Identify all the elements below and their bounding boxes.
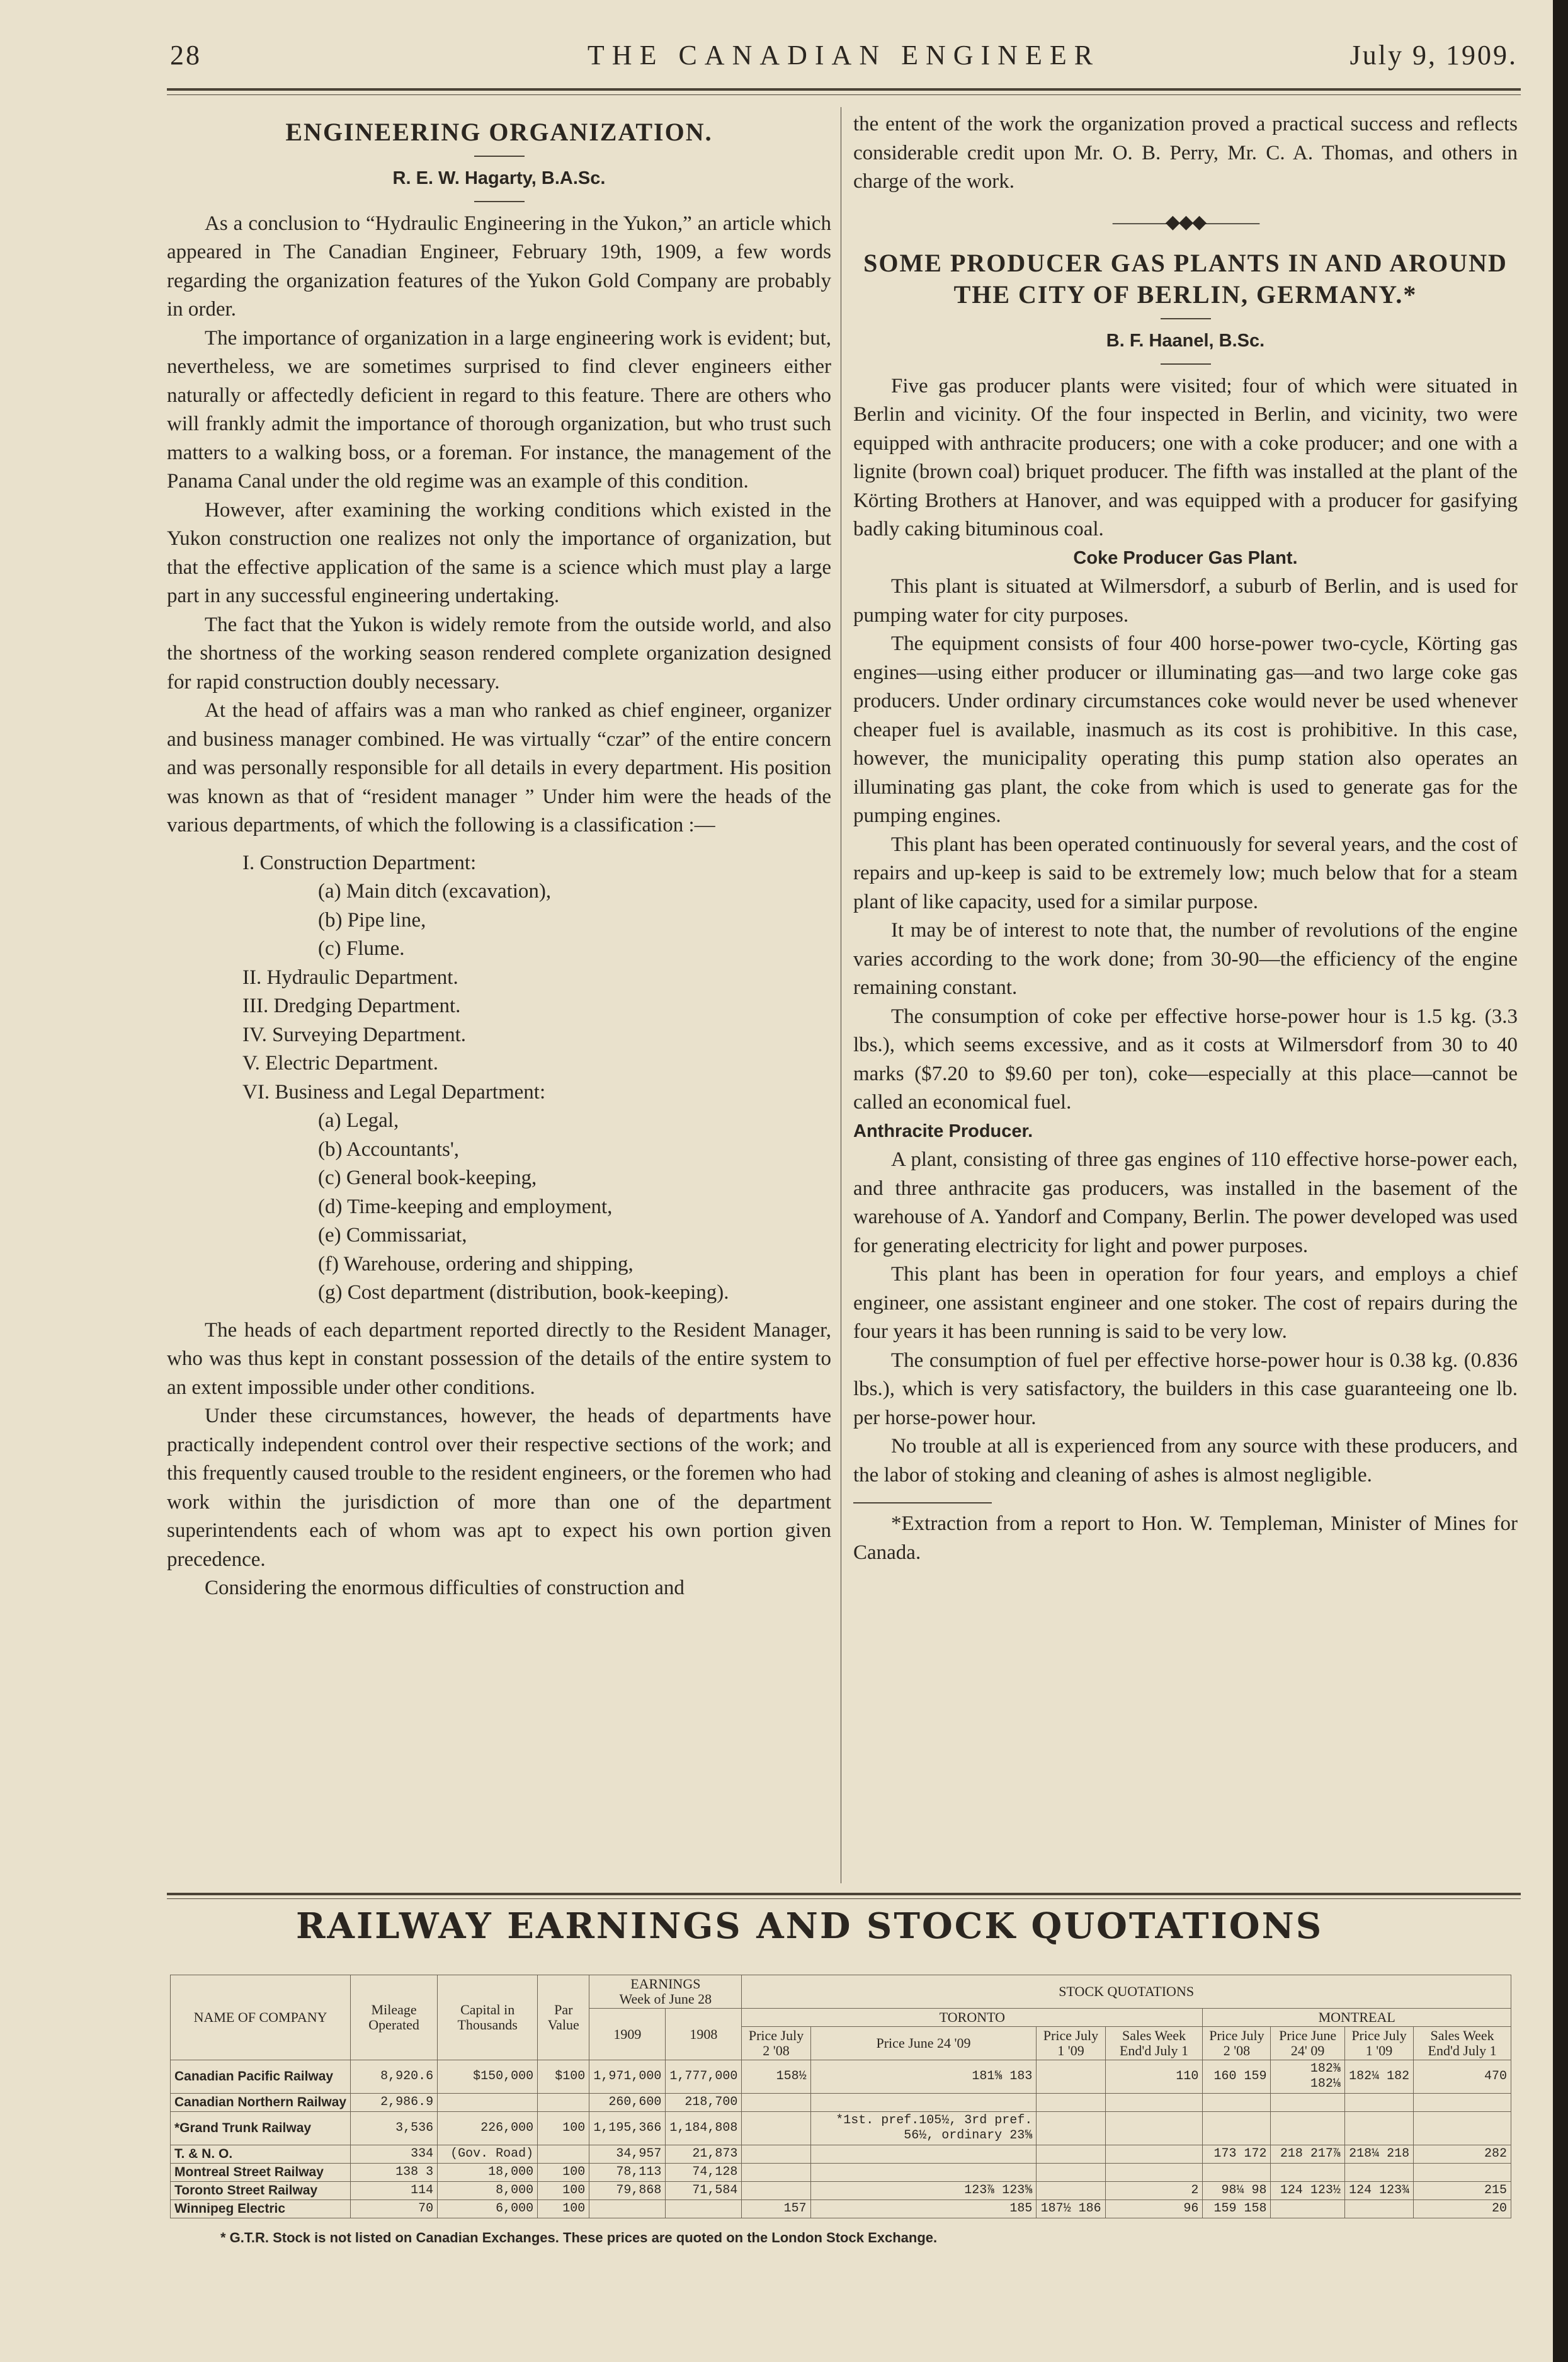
paragraph: At the head of affairs was a man who ranked as chief engineer, organizer and business manager combined. He was virtually “czar” of the entire concern and was personally responsible for all details in every department. His position was known as that of “resident manager ” Under him were the heads of the various departments, of which the following is a classification :— (167, 699, 831, 836)
table-cell (1105, 2145, 1203, 2164)
table-cell: 185 (810, 2200, 1037, 2218)
department-item: (c) General book-keeping, (318, 1167, 537, 1189)
author-rule (1161, 363, 1211, 365)
table-cell: 187½ 186 (1037, 2200, 1105, 2218)
table-cell: 218¼ 218 (1344, 2145, 1413, 2164)
table-cell: 2 (1105, 2182, 1203, 2200)
table-cell (1105, 2094, 1203, 2112)
column-header-toronto-sales: Sales Week End'd July 1 (1105, 2027, 1203, 2060)
right-column (853, 110, 1518, 1567)
paragraph: This plant has been in operation for four years, and employs a chief engineer, one assistant engineer and one stoker. The cost of repairs during the four years it has been running is said to be very low. (853, 1263, 1518, 1343)
table-cell (1414, 2164, 1511, 2182)
table-cell: 8,000 (438, 2182, 538, 2200)
table-cell (1271, 2112, 1344, 2145)
company-name-cell: Canadian Pacific Railway (171, 2060, 351, 2094)
table-cell: 282 (1414, 2145, 1511, 2164)
table-cell: 8,920.6 (351, 2060, 438, 2094)
table-cell: 215 (1414, 2182, 1511, 2200)
table-cell: 34,957 (589, 2145, 666, 2164)
table-cell (1344, 2094, 1413, 2112)
table-cell: 78,113 (589, 2164, 666, 2182)
table-cell: 260,600 (589, 2094, 666, 2112)
header-rule-thick (167, 88, 1521, 91)
company-name-cell: Winnipeg Electric (171, 2200, 351, 2218)
table-cell: 160 159 (1203, 2060, 1271, 2094)
table-title: RAILWAY EARNINGS AND STOCK QUOTATIONS (296, 1905, 1324, 1947)
table-cell (742, 2094, 810, 2112)
author-haanel: B. F. Haanel, B.Sc. (1106, 331, 1265, 351)
table-cell: 110 (1105, 2060, 1203, 2094)
table-cell: 334 (351, 2145, 438, 2164)
column-header-montreal-sales: Sales Week End'd July 1 (1414, 2027, 1511, 2060)
department-item: (d) Time-keeping and employment, (318, 1195, 613, 1218)
column-header-toronto-price-june: Price June 24 '09 (810, 2027, 1037, 2060)
table-cell (742, 2164, 810, 2182)
department-classification-list (167, 849, 831, 1308)
paragraph: This plant has been operated continuously for several years, and the cost of repairs and up-keep is said to be extremely low; much below that for a steam plant of like capacity, used for a similar purpose. (853, 833, 1518, 913)
department-item: (f) Warehouse, ordering and shipping, (318, 1252, 633, 1275)
company-name-cell: *Grand Trunk Railway (171, 2112, 351, 2145)
table-cell: 114 (351, 2182, 438, 2200)
title-rule (1161, 318, 1211, 319)
table-cell (438, 2094, 538, 2112)
column-header-stock-quotations: STOCK QUOTATIONS (742, 1975, 1511, 2009)
table-cell (1271, 2094, 1344, 2112)
table-cell: 20 (1414, 2200, 1511, 2218)
table-cell (1414, 2094, 1511, 2112)
table-cell: 98¼ 98 (1203, 2182, 1271, 2200)
earnings-week: Week of June 28 (619, 1991, 712, 2007)
table-cell (1414, 2112, 1511, 2145)
table-cell: 96 (1105, 2200, 1203, 2218)
table-cell: 100 (538, 2164, 589, 2182)
table-cell (810, 2145, 1037, 2164)
table-cell (1344, 2200, 1413, 2218)
title-rule (474, 156, 525, 157)
earnings-label: EARNINGS (630, 1976, 701, 1992)
company-name-cell: T. & N. O. (171, 2145, 351, 2164)
table-cell: 226,000 (438, 2112, 538, 2145)
table-cell: 74,128 (666, 2164, 742, 2182)
table-row (171, 2112, 1511, 2145)
column-header-mileage: Mileage Operated (351, 1975, 438, 2060)
paragraph: Five gas producer plants were visited; four of which were situated in Berlin and vicinity. Of the four inspected in Berlin, and vicinity, two were equipped with anthracite producers; one with a coke producer; and one with a lignite (brown coal) briquet producer. The fifth was installed at the plant of the Körting Brothers at Hanover, and was equipped with a producer for gasifying badly caking bituminous coal. (853, 374, 1518, 540)
table-cell (1037, 2112, 1105, 2145)
department-item: II. Hydraulic Department. (242, 966, 458, 989)
table-cell: 1,777,000 (666, 2060, 742, 2094)
table-top-rule-thick (167, 1893, 1521, 1895)
company-name-cell: Canadian Northern Railway (171, 2094, 351, 2112)
binding-edge (1553, 0, 1568, 2362)
table-row (171, 2094, 1511, 2112)
column-header-company: NAME OF COMPANY (171, 1975, 351, 2060)
table-cell: 218,700 (666, 2094, 742, 2112)
column-header-capital: Capital in Thousands (438, 1975, 538, 2060)
paragraph: Considering the enormous difficulties of construction and (205, 1577, 685, 1599)
paragraph: The equipment consists of four 400 horse-power two-cycle, Körting gas engines—using either producer or illuminating gas—and two large coke gas producers. Under ordinary circumstances coke would never be used whenever cheaper fuel is available, inasmuch as its cost is prohibitive. In this case, however, the municipality operating this pump station also operates an illuminating gas plant, the coke from which is used to generate gas for the pumping engines. (853, 632, 1518, 827)
paragraph: As a conclusion to “Hydraulic Engineering in the Yukon,” an article which appeared in The Canadian Engineer, February 19th, 1909, a few words regarding the organization features of the Yukon Gold Company are probably in order. (167, 212, 831, 321)
table-row (171, 2200, 1511, 2218)
company-name-cell: Montreal Street Railway (171, 2164, 351, 2182)
column-header-1908: 1908 (666, 2009, 742, 2060)
footnote-rule (853, 1502, 992, 1503)
table-cell: *1st. pref.105½, 3rd pref. 56½, ordinary 23⅝ (810, 2112, 1037, 2145)
table-cell: 158½ (742, 2060, 810, 2094)
department-item: I. Construction Department: (242, 851, 477, 874)
table-cell (1037, 2164, 1105, 2182)
table-cell: 218 217⅞ (1271, 2145, 1344, 2164)
table-cell: 70 (351, 2200, 438, 2218)
page-number: 28 (170, 40, 202, 71)
table-cell: 21,873 (666, 2145, 742, 2164)
subheading-coke-producer: Coke Producer Gas Plant. (1073, 547, 1298, 568)
paragraph: The consumption of coke per effective horse-power hour is 1.5 kg. (3.3 lbs.), which seems excessive, and as it costs at Wilmersdorf from 30 to 40 marks ($7.20 to $9.60 per ton), coke—especially at this place—cannot be called an economical fuel. (853, 1005, 1518, 1114)
table-cell: 18,000 (438, 2164, 538, 2182)
paragraph: The fact that the Yukon is widely remote from the outside world, and also the shortness of the working season rendered complete organization designed for rapid construction doubly necessary. (167, 613, 831, 693)
paragraph: It may be of interest to note that, the number of revolutions of the engine varies according to the work done; from 30-90—the efficiency of the engine remaining constant. (853, 919, 1518, 999)
table-cell: 157 (742, 2200, 810, 2218)
issue-date: July 9, 1909. (1349, 40, 1518, 71)
table-cell (589, 2200, 666, 2218)
author-hagarty: R. E. W. Hagarty, B.A.Sc. (392, 168, 606, 188)
table-cell: 1,971,000 (589, 2060, 666, 2094)
paragraph: The importance of organization in a large engineering work is evident; but, nevertheless, we are sometimes surprised to find clever engineers either naturally or affectedly deficient in regard to this feature. There are others who will frankly admit the importance of thorough organization, but who trust such matters to a walking boss, or a foreman. For instance, the management of the Panama Canal under the old regime was an example of this condition. (167, 326, 831, 493)
table-cell: 182¼ 182 (1344, 2060, 1413, 2094)
left-column (167, 117, 831, 1603)
table-cell (538, 2094, 589, 2112)
table-cell (810, 2094, 1037, 2112)
author-rule (474, 201, 525, 202)
table-cell: 71,584 (666, 2182, 742, 2200)
table-cell: (Gov. Road) (438, 2145, 538, 2164)
table-cell: 2,986.9 (351, 2094, 438, 2112)
paragraph: A plant, consisting of three gas engines of 110 effective horse-power each, and three anthracite gas producers, was installed in the basement of the warehouse of A. Yandorf and Company, Berlin. The power developed was used for generating electricity for light and power purposes. (853, 1148, 1518, 1257)
department-item: (a) Legal, (318, 1109, 399, 1132)
table-cell (538, 2145, 589, 2164)
table-cell (742, 2145, 810, 2164)
table-cell (1203, 2112, 1271, 2145)
table-cell (742, 2182, 810, 2200)
table-row (171, 2164, 1511, 2182)
table-cell: 124 123¾ (1344, 2182, 1413, 2200)
table-cell (1037, 2060, 1105, 2094)
department-item: (e) Commissariat, (318, 1224, 467, 1247)
column-header-toronto: TORONTO (742, 2009, 1203, 2027)
table-cell (742, 2112, 810, 2145)
table-top-rule-thin (167, 1898, 1521, 1899)
department-item: (b) Accountants', (318, 1138, 460, 1161)
table-cell: 123⅞ 123⅝ (810, 2182, 1037, 2200)
department-item: IV. Surveying Department. (242, 1023, 466, 1046)
article-title-producer-gas: SOME PRODUCER GAS PLANTS IN AND AROUND THE CITY OF BERLIN, GERMANY.* (863, 249, 1508, 309)
table-cell: 181⅝ 183 (810, 2060, 1037, 2094)
table-row (171, 2060, 1511, 2094)
section-ornament: ———◆◆◆——— (1112, 211, 1259, 232)
table-cell (1037, 2094, 1105, 2112)
subheading-anthracite-producer: Anthracite Producer. (853, 1121, 1033, 1141)
table-cell (1344, 2112, 1413, 2145)
column-header-par: Par Value (538, 1975, 589, 2060)
table-cell (1037, 2145, 1105, 2164)
railway-table-body (171, 2060, 1511, 2218)
table-cell: 124 123½ (1271, 2182, 1344, 2200)
department-item: VI. Business and Legal Department: (242, 1080, 546, 1104)
table-footnote: * G.T.R. Stock is not listed on Canadian Exchanges. These prices are quoted on the London Stock Exchange. (220, 2230, 938, 2245)
table-cell (1105, 2112, 1203, 2145)
paragraph: No trouble at all is experienced from any source with these producers, and the labor of stoking and cleaning of ashes is almost negligible. (853, 1435, 1518, 1486)
column-header-toronto-price-1908: Price July 2 '08 (742, 2027, 810, 2060)
paragraph: This plant is situated at Wilmersdorf, a suburb of Berlin, and is used for pumping water for city purposes. (853, 575, 1518, 627)
department-item: V. Electric Department. (242, 1052, 438, 1075)
table-cell (1037, 2182, 1105, 2200)
table-cell: 1,184,808 (666, 2112, 742, 2145)
railway-earnings-table (170, 1975, 1511, 2218)
table-cell: 79,868 (589, 2182, 666, 2200)
paragraph: However, after examining the working conditions which existed in the Yukon construction one realizes not only the importance of organization, but that the effective application of the same is a science which must play a large part in any successful engineering undertaking. (167, 498, 831, 607)
table-cell: 100 (538, 2200, 589, 2218)
table-cell: 3,536 (351, 2112, 438, 2145)
paragraph: The heads of each department reported directly to the Resident Manager, who was thus kept in constant possession of the details of the entire system to an extent impossible under other conditions. (167, 1318, 831, 1399)
table-cell (1344, 2164, 1413, 2182)
column-header-montreal: MONTREAL (1203, 2009, 1511, 2027)
table-cell (1271, 2200, 1344, 2218)
running-header (170, 39, 1518, 77)
table-cell (1271, 2164, 1344, 2182)
table-cell: 100 (538, 2112, 589, 2145)
department-item: (c) Flume. (318, 937, 405, 960)
department-item: (a) Main ditch (excavation), (318, 880, 552, 903)
table-cell: 173 172 (1203, 2145, 1271, 2164)
table-cell: $150,000 (438, 2060, 538, 2094)
table-cell (810, 2164, 1037, 2182)
table-cell (1105, 2164, 1203, 2182)
table-cell (1203, 2164, 1271, 2182)
header-rule-thin (167, 94, 1521, 95)
column-header-montreal-price-july: Price July 1 '09 (1344, 2027, 1413, 2060)
column-header-earnings (589, 1975, 742, 2009)
department-item: (b) Pipe line, (318, 908, 426, 932)
table-row (171, 2182, 1511, 2200)
table-cell: 6,000 (438, 2200, 538, 2218)
table-cell (666, 2200, 742, 2218)
masthead: THE CANADIAN ENGINEER (587, 40, 1101, 71)
column-header-toronto-price-july: Price July 1 '09 (1037, 2027, 1105, 2060)
column-header-montreal-price-june: Price June 24' 09 (1271, 2027, 1344, 2060)
article-title-organization: ENGINEERING ORGANIZATION. (285, 118, 713, 146)
table-cell: 138 3 (351, 2164, 438, 2182)
department-item: (g) Cost department (distribution, book-keeping). (318, 1281, 729, 1304)
table-cell: 470 (1414, 2060, 1511, 2094)
table-cell: 1,195,366 (589, 2112, 666, 2145)
column-header-1909: 1909 (589, 2009, 666, 2060)
table-cell (1203, 2094, 1271, 2112)
table-row (171, 2145, 1511, 2164)
table-cell: 182⅜ 182⅛ (1271, 2060, 1344, 2094)
footnote: *Extraction from a report to Hon. W. Templeman, Minister of Mines for Canada. (853, 1512, 1518, 1564)
table-cell: 159 158 (1203, 2200, 1271, 2218)
department-item: III. Dredging Department. (242, 995, 461, 1017)
column-header-montreal-price-1908: Price July 2 '08 (1203, 2027, 1271, 2060)
company-name-cell: Toronto Street Railway (171, 2182, 351, 2200)
table-cell: $100 (538, 2060, 589, 2094)
paragraph: Under these circumstances, however, the heads of departments have practically independent control over their respective sections of the work; and this frequently caused trouble to the resident engineers, or the foremen who had work within the jurisdiction of more than one of the department superintendents each of whom was apt to expect his own portion given precedence. (167, 1405, 831, 1571)
paragraph: The consumption of fuel per effective horse-power hour is 0.38 kg. (0.836 lbs.), which is very satisfactory, the builders in this case guaranteeing one lb. per horse-power hour. (853, 1349, 1518, 1429)
table-cell: 100 (538, 2182, 589, 2200)
continued-paragraph: the entent of the work the organization proved a practical success and reflects considerable credit upon Mr. O. B. Perry, Mr. C. A. Thomas, and others in charge of the work. (853, 113, 1518, 193)
